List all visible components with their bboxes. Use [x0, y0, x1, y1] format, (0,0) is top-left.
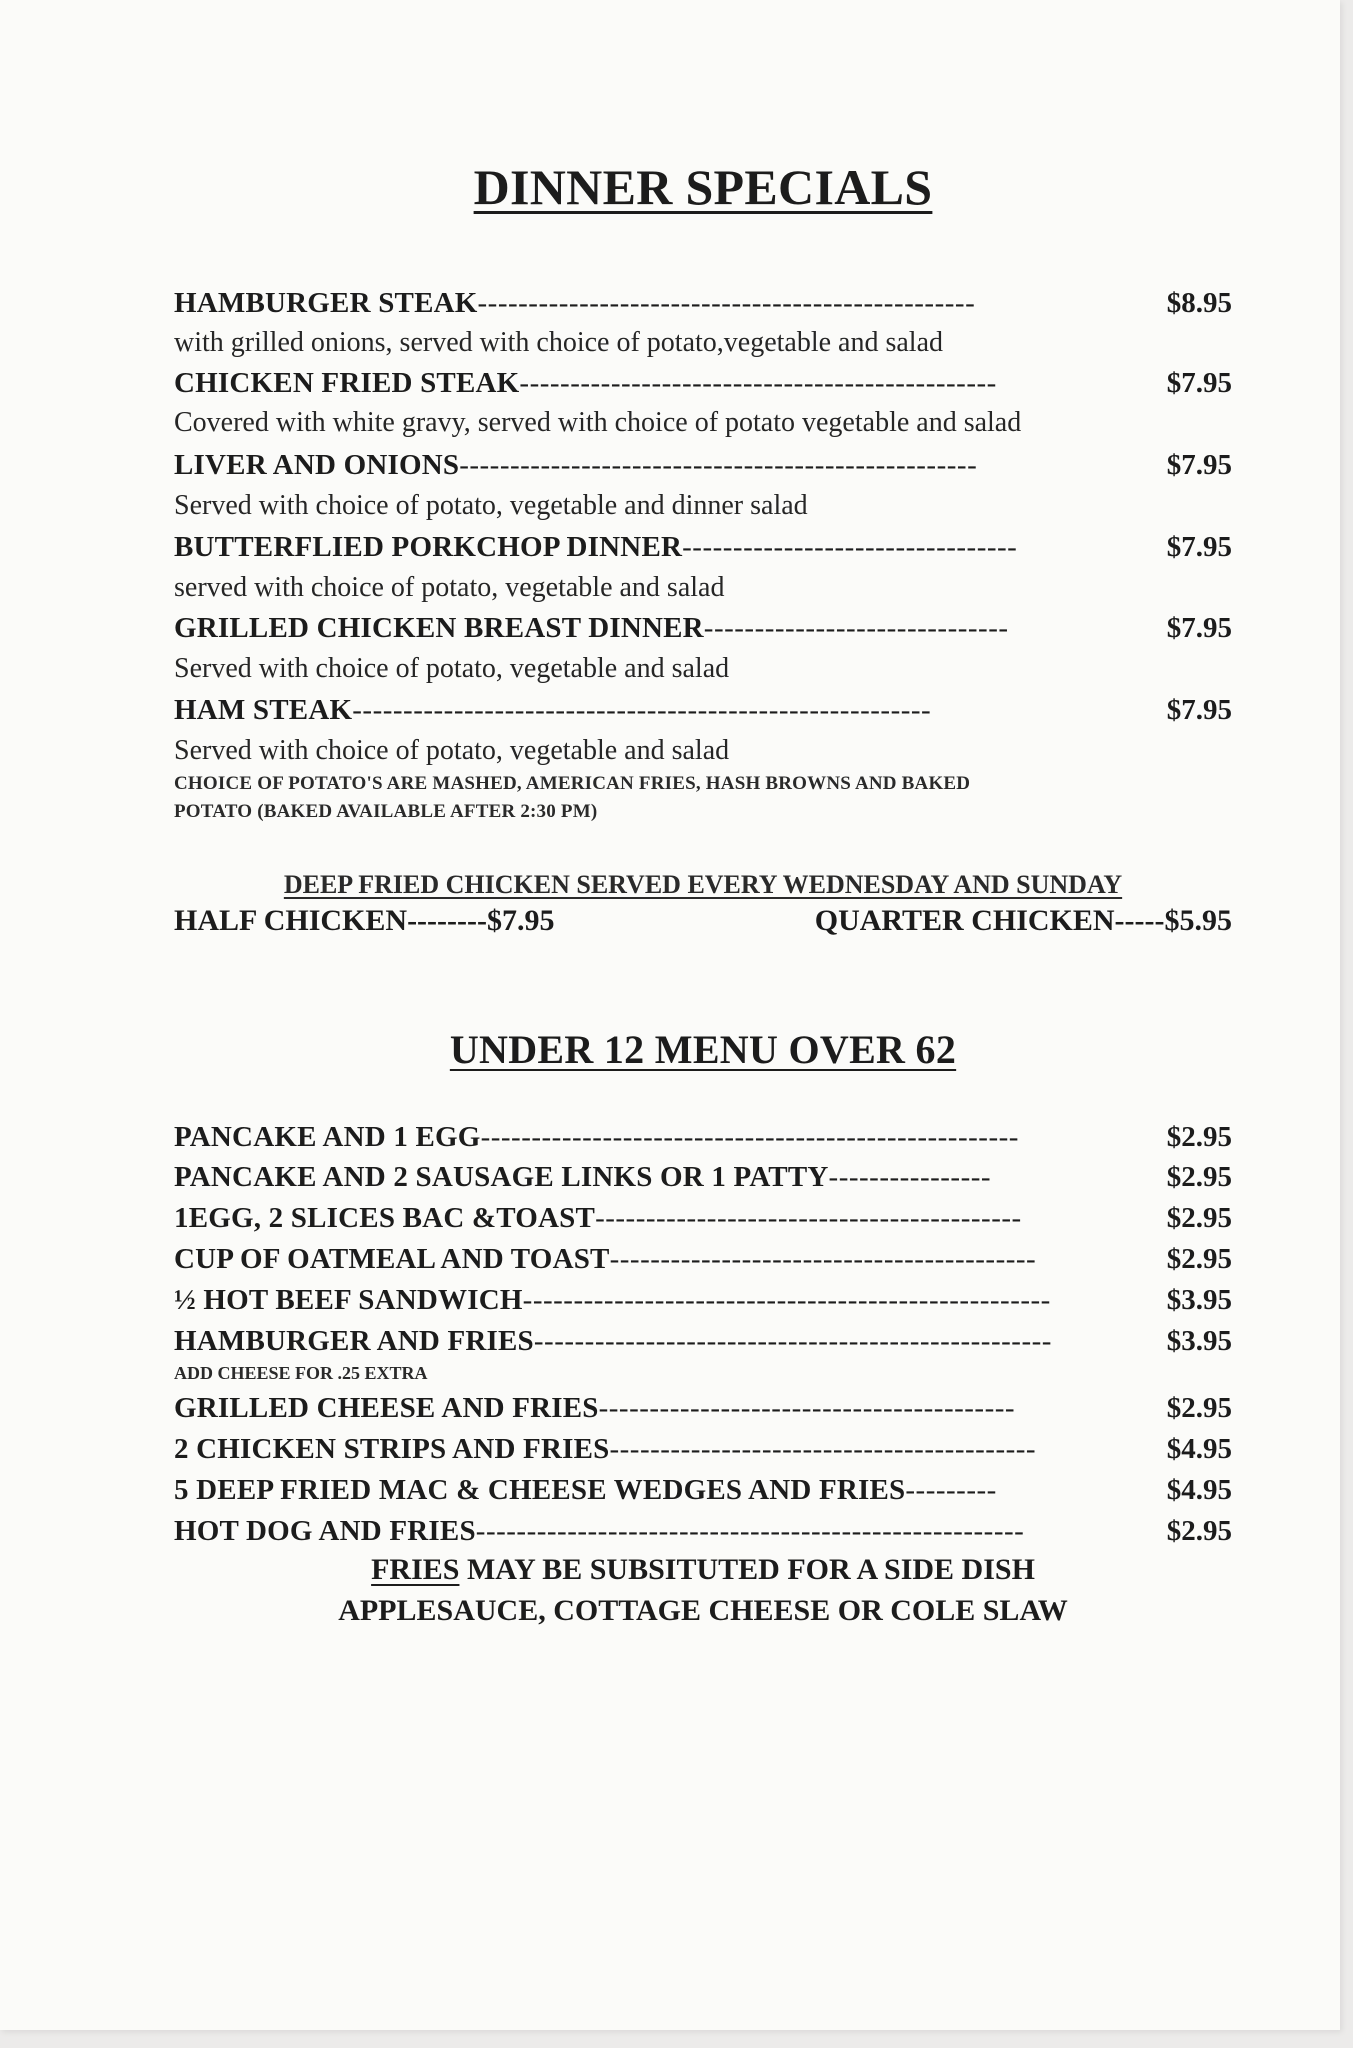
item-price: $7.95: [1166, 531, 1232, 563]
dot-leader: -----------------------------------------------------: [480, 1121, 1019, 1153]
quarter-chicken-price: QUARTER CHICKEN-----$5.95: [814, 904, 1232, 937]
dot-leader: -------------------------------------------------: [477, 287, 976, 319]
item-name: 5 DEEP FRIED MAC & CHEESE WEDGES AND FRIES: [174, 1474, 906, 1506]
add-cheese-note: ADD CHEESE FOR .25 EXTRA: [174, 1363, 428, 1383]
item-price: $7.95: [1166, 449, 1232, 481]
menu-item-grilled-chicken-breast: [174, 612, 1232, 645]
item-name: GRILLED CHICKEN BREAST DINNER: [174, 612, 704, 644]
potato-availability-note: POTATO (BAKED AVAILABLE AFTER 2:30 PM): [174, 801, 598, 822]
menu-item-chicken-fried-steak: [174, 367, 1232, 400]
fries-substitute-rest: MAY BE SUBSITUTED FOR A SIDE DISH: [459, 1553, 1035, 1586]
item-name: HAM STEAK: [174, 694, 353, 726]
fries-substitute-note: [174, 1553, 1232, 1587]
menu-item-hamburger-fries: [174, 1325, 1232, 1358]
under-12-menu-title: UNDER 12 MENU OVER 62: [449, 1027, 957, 1072]
menu-item-hamburger-steak: [174, 287, 1232, 320]
potato-choice-note: CHOICE OF POTATO'S ARE MASHED, AMERICAN FRIES, HASH BROWNS AND BAKED: [174, 773, 971, 794]
item-price: $2.95: [1166, 1161, 1232, 1193]
half-chicken-price: HALF CHICKEN--------$7.95: [174, 904, 555, 937]
dinner-specials-title: DINNER SPECIALS: [473, 159, 933, 215]
item-description: with grilled onions, served with choice of potato,vegetable and salad: [174, 327, 944, 358]
item-name: LIVER AND ONIONS: [174, 449, 460, 481]
menu-item-hot-beef-sandwich: [174, 1284, 1232, 1317]
menu-item-pancake-sausage: [174, 1161, 1232, 1194]
item-description: Served with choice of potato, vegetable and salad: [174, 735, 730, 766]
fries-word: FRIES: [371, 1553, 460, 1586]
item-name: CUP OF OATMEAL AND TOAST: [174, 1243, 610, 1275]
dot-leader: ----------------: [828, 1161, 992, 1193]
dot-leader: -----------------------------------------------: [519, 367, 997, 399]
menu-item-oatmeal-toast: [174, 1243, 1232, 1276]
item-price: $7.95: [1166, 612, 1232, 644]
item-price: $7.95: [1166, 367, 1232, 399]
item-price: $4.95: [1166, 1433, 1232, 1465]
item-price: $3.95: [1166, 1284, 1232, 1316]
menu-item-pancake-egg: [174, 1121, 1232, 1154]
item-price: $4.95: [1166, 1474, 1232, 1506]
dot-leader: ----------------------------------------------------: [522, 1284, 1051, 1316]
item-price: $2.95: [1166, 1202, 1232, 1234]
menu-item-butterflied-porkchop: [174, 531, 1232, 564]
item-price: $2.95: [1166, 1515, 1232, 1547]
dot-leader: ---------------------------------------------------: [533, 1325, 1052, 1357]
menu-item-hot-dog: [174, 1515, 1232, 1548]
item-price: $2.95: [1166, 1121, 1232, 1153]
item-description: served with choice of potato, vegetable and salad: [174, 572, 725, 603]
item-name: HAMBURGER STEAK: [174, 287, 478, 319]
item-name: BUTTERFLIED PORKCHOP DINNER: [174, 531, 683, 563]
deep-fried-chicken-note: DEEP FRIED CHICKEN SERVED EVERY WEDNESDAY AND SUNDAY: [283, 870, 1123, 899]
dot-leader: ---------: [905, 1474, 997, 1506]
item-price: $2.95: [1166, 1243, 1232, 1275]
dot-leader: ---------------------------------------------------: [459, 449, 978, 481]
dot-leader: ------------------------------: [703, 612, 1009, 644]
dot-leader: -----------------------------------------: [598, 1392, 1016, 1424]
item-price: $2.95: [1166, 1392, 1232, 1424]
menu-item-egg-bacon-toast: [174, 1202, 1232, 1235]
menu-item-mac-cheese-wedges: [174, 1474, 1232, 1507]
dot-leader: ------------------------------------------------------: [475, 1515, 1025, 1547]
menu-item-chicken-strips: [174, 1433, 1232, 1466]
dot-leader: ------------------------------------------: [609, 1243, 1037, 1275]
dot-leader: ------------------------------------------: [595, 1202, 1022, 1234]
menu-item-ham-steak: [174, 694, 1232, 727]
chicken-prices-row: [174, 904, 1232, 944]
item-name: HAMBURGER AND FRIES: [174, 1325, 534, 1357]
item-name: 2 CHICKEN STRIPS AND FRIES: [174, 1433, 610, 1465]
menu-item-liver-and-onions: [174, 449, 1232, 482]
dot-leader: ---------------------------------------------------------: [352, 694, 932, 726]
dot-leader: ---------------------------------: [682, 531, 1018, 563]
item-price: $8.95: [1166, 287, 1232, 319]
item-name: CHICKEN FRIED STEAK: [174, 367, 520, 399]
menu-item-grilled-cheese: [174, 1392, 1232, 1425]
side-dish-options: APPLESAUCE, COTTAGE CHEESE OR COLE SLAW: [338, 1594, 1068, 1627]
item-price: $3.95: [1166, 1325, 1232, 1357]
item-description: Served with choice of potato, vegetable and salad: [174, 653, 730, 684]
item-description: Served with choice of potato, vegetable and dinner salad: [174, 490, 808, 521]
item-name: PANCAKE AND 2 SAUSAGE LINKS OR 1 PATTY: [174, 1161, 829, 1193]
item-name: PANCAKE AND 1 EGG: [174, 1121, 481, 1153]
item-name: 1EGG, 2 SLICES BAC &TOAST: [174, 1202, 596, 1234]
item-name: HOT DOG AND FRIES: [174, 1515, 476, 1547]
item-description: Covered with white gravy, served with choice of potato vegetable and salad: [174, 407, 1022, 438]
item-name: ½ HOT BEEF SANDWICH: [174, 1284, 523, 1316]
dot-leader: ------------------------------------------: [609, 1433, 1037, 1465]
item-price: $7.95: [1166, 694, 1232, 726]
item-name: GRILLED CHEESE AND FRIES: [174, 1392, 599, 1424]
